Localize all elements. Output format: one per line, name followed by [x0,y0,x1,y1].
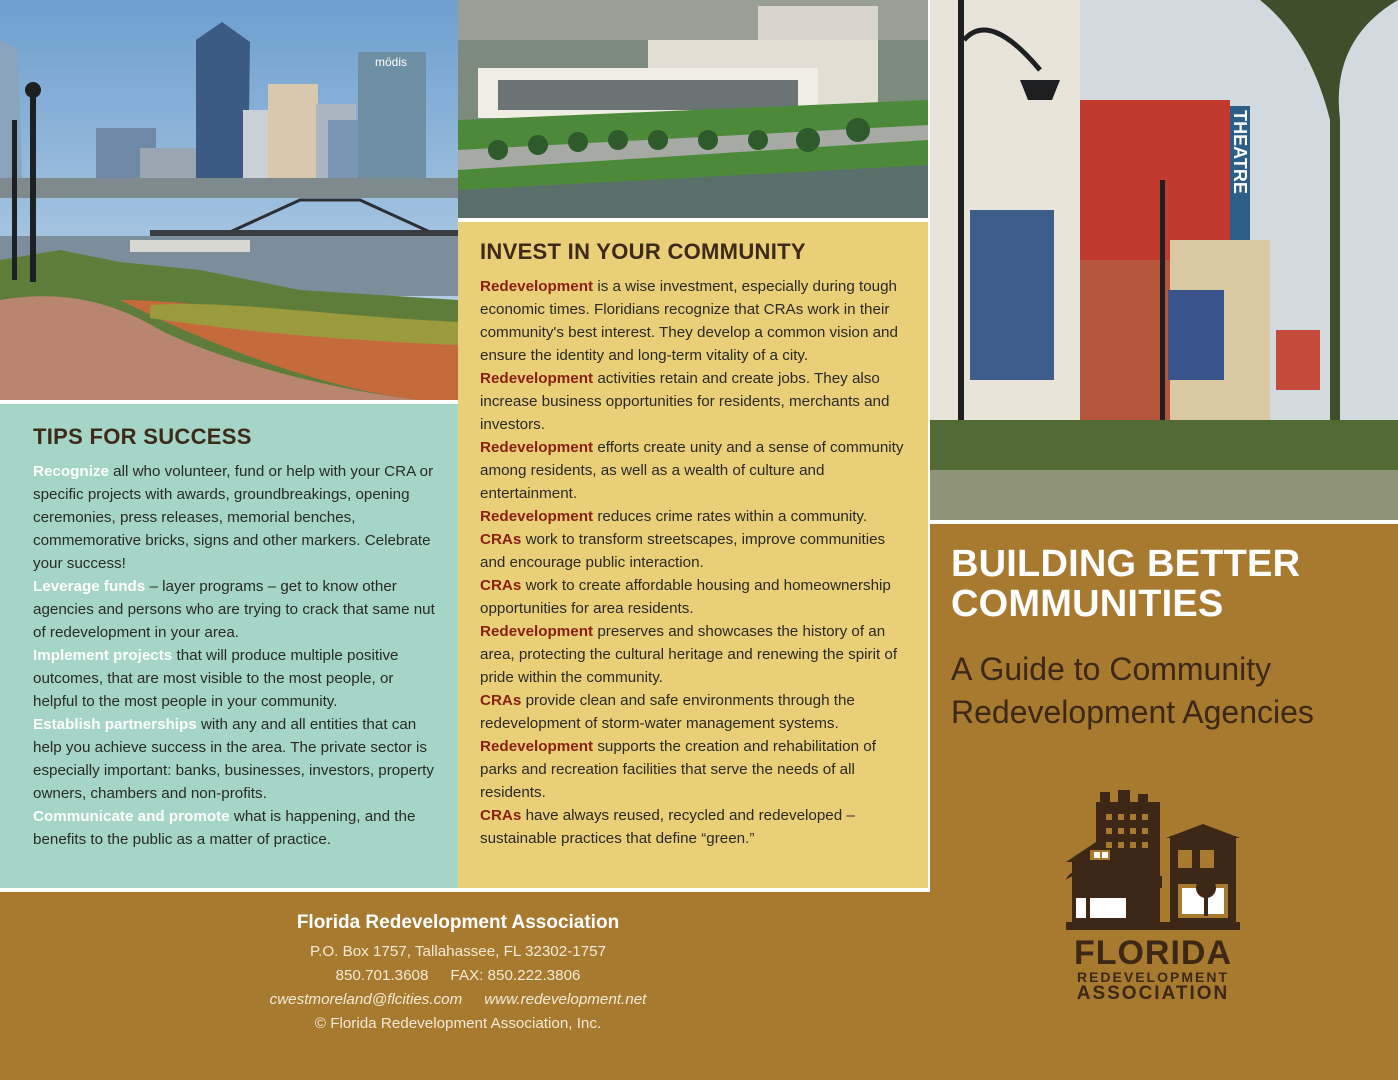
invest-item [480,275,908,367]
modis-sign: mödis [374,55,408,69]
tips-for-success-panel [0,404,458,888]
invest-item [480,436,908,505]
phone: 850.701.3608 [335,967,429,984]
invest-text: efforts create unity and a sense of community among residents, as well as a wealth of culture and entertainment. [480,439,904,502]
invest-lead: Redevelopment [480,439,594,456]
invest-item [480,804,908,850]
skyline-riverwalk-photo [0,0,458,400]
tip-lead: Recognize [33,463,109,480]
invest-text: preserves and showcases the history of an area, protecting the cultural heritage and renewing the spirit of pride within the community. [480,623,898,686]
tip-item [33,805,438,851]
address: P.O. Box 1757, Tallahassee, FL 32302-1757 [309,943,607,960]
org-name: Florida Redevelopment Association [296,912,620,933]
invest-text: activities retain and create jobs. They also increase business opportunities for residents, merchants and investors. [480,370,890,433]
invest-lead: Redevelopment [480,508,594,525]
logo-wordmark-line2: REDEVELOPMENT [1076,969,1229,985]
invest-text: have always reused, recycled and redeveloped – sustainable practices that define “green.” [480,807,855,847]
phone-fax-line [220,964,696,988]
fax: FAX: 850.222.3806 [450,967,581,984]
contact-block [220,912,696,1036]
logo-wordmark-line1: FLORIDA [1073,934,1233,972]
tip-item [33,713,438,805]
invest-list [480,275,908,850]
separator [0,888,930,892]
invest-lead: Redevelopment [480,370,594,387]
tip-lead: Leverage funds [33,578,146,595]
invest-lead: CRAs [480,807,522,824]
tip-lead: Communicate and promote [33,808,230,825]
email-link[interactable]: cwestmoreland@flcities.com [269,991,463,1008]
invest-item [480,367,908,436]
invest-lead: Redevelopment [480,278,594,295]
tip-text: – layer programs – get to know other agencies and persons who are trying to crack that same nut of redevelopment in your area. [33,578,435,641]
invest-item [480,528,908,574]
tip-text: all who volunteer, fund or help with your CRA or specific projects with awards, groundbreakings, opening ceremonies, press releases, memorial benches, commemorative bricks, signs and other markers. Celebrate your success! [33,463,434,572]
website-link[interactable]: www.redevelopment.net [484,991,647,1008]
tips-list [33,460,438,851]
invest-item [480,505,908,528]
email-web-line [220,988,696,1012]
invest-lead: Redevelopment [480,623,594,640]
tip-text: that will produce multiple positive outcomes, that are most visible to the most people, or helpful to the most people in your community. [33,647,399,710]
invest-in-community-panel [458,222,928,888]
invest-lead: CRAs [480,692,522,709]
invest-text: reduces crime rates within a community. [593,508,868,525]
invest-text: work to create affordable housing and homeownership opportunities for area residents. [480,577,891,617]
invest-text: work to transform streetscapes, improve communities and encourage public interaction. [480,531,886,571]
invest-item [480,574,908,620]
fra-logo-icon [1066,788,1240,938]
aerial-building-photo [458,0,928,218]
logo-wordmark-line3: ASSOCIATION [1076,983,1230,1004]
invest-item [480,689,908,735]
subtitle: A Guide to Community Redevelopment Agencies [951,651,1314,730]
invest-item [480,735,908,804]
main-title: BUILDING BETTER COMMUNITIES [951,543,1301,625]
tip-item [33,644,438,713]
invest-text: provide clean and safe environments through the redevelopment of storm-water management systems. [480,692,855,732]
tip-text: with any and all entities that can help you achieve success in the area. The private sector is especially important: banks, businesses, investors, property owners, chambers and non-profits. [33,716,434,802]
fra-logo [1066,788,1240,1003]
invest-text: is a wise investment, especially during tough economic times. Floridians recognize that CRAs work in their community's best interest. They develop a common vision and ensure the identity and long-term vitality of a city. [480,278,898,364]
tip-item [33,575,438,644]
invest-lead: Redevelopment [480,738,594,755]
tip-item [33,460,438,575]
theatre-sign: THEATRE [1230,110,1250,194]
copyright: © Florida Redevelopment Association, Inc. [314,1015,602,1032]
tips-heading: TIPS FOR SUCCESS [33,424,252,449]
tip-text: what is happening, and the benefits to the public as a matter of practice. [33,808,416,848]
invest-item [480,620,908,689]
main-street-photo [930,0,1398,520]
invest-lead: CRAs [480,577,522,594]
invest-lead: CRAs [480,531,522,548]
tip-lead: Implement projects [33,647,173,664]
invest-heading: INVEST IN YOUR COMMUNITY [480,239,806,264]
tip-lead: Establish partnerships [33,716,197,733]
invest-text: supports the creation and rehabilitation of parks and recreation facilities that serve the needs of all residents. [480,738,876,801]
